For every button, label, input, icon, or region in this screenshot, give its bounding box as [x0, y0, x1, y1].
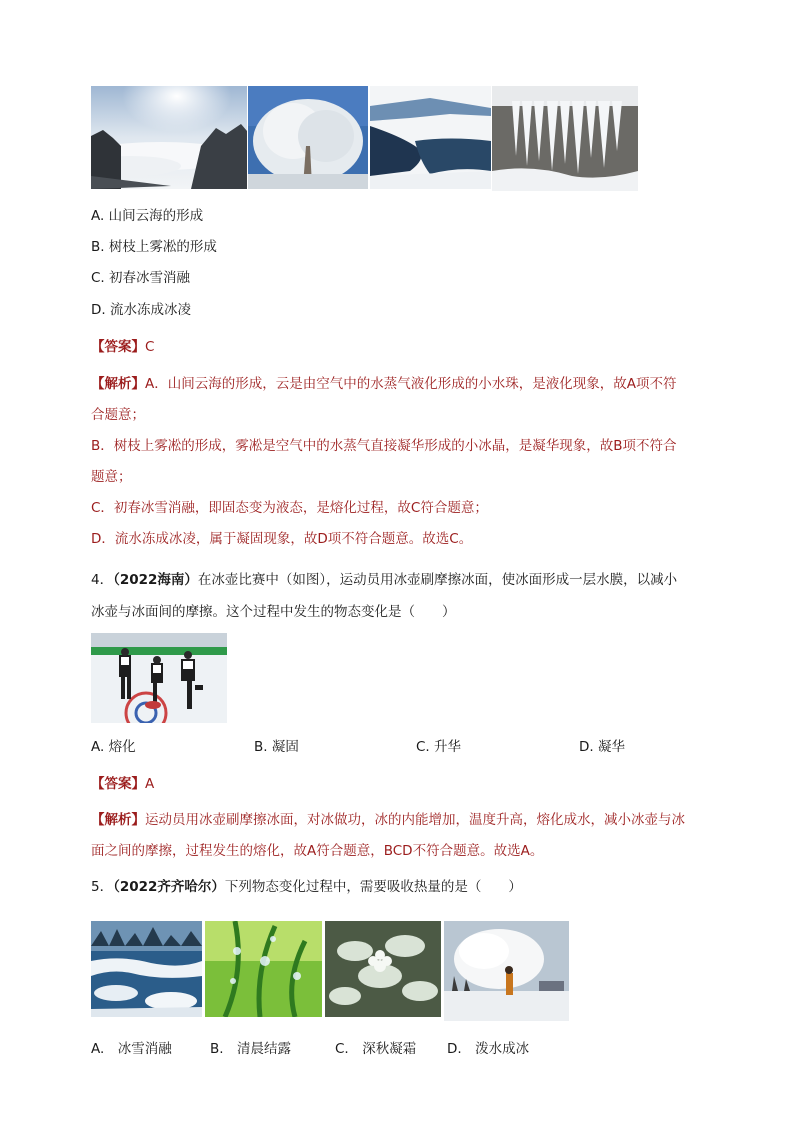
q5-option-b: B. 清晨结露: [210, 1041, 292, 1057]
photo-cloud-sea: [91, 86, 247, 189]
q5-option-a: A. 冰雪消融: [91, 1041, 172, 1057]
q5-stem-text: 下列物态变化过程中，需要吸收热量的是（ ）: [224, 879, 522, 895]
photo-rime-tree: [248, 86, 368, 189]
answer-tag: 【答案】: [91, 776, 145, 792]
answer-value: A: [145, 776, 155, 792]
photo-frost: [325, 921, 441, 1017]
q4-stem-line-1: [91, 571, 677, 589]
photo-curling: [91, 633, 227, 723]
q3-analysis-line-1: [91, 375, 676, 393]
answer-value: C: [145, 339, 155, 355]
answer-tag: 【答案】: [91, 339, 145, 355]
q3-analysis-line-6: D．流水冻成冰凌，属于凝固现象，故D项不符合题意。故选C。: [91, 531, 473, 547]
photo-dew: [205, 921, 322, 1017]
q3-analysis-line-4: 题意；: [91, 469, 132, 485]
q5-stem: [91, 878, 522, 896]
q3-answer: [91, 338, 154, 356]
q4-stem-text: 在冰壶比赛中（如图），运动员用冰壶刷摩擦冰面，使冰面形成一层水膜，以减小: [197, 572, 678, 588]
analysis-tag: 【解析】: [91, 812, 145, 828]
q3-analysis-line-3: B．树枝上雾凇的形成，雾凇是空气中的水蒸气直接凝华形成的小冰晶，是凝华现象，故B项不符合: [91, 438, 677, 454]
photo-melting-ice: [370, 86, 491, 189]
q4-analysis-line-2: 面之间的摩擦，过程发生的熔化，故A符合题意，BCD不符合题意。故选A。: [91, 843, 544, 859]
q4-answer: [91, 775, 154, 793]
q4-option-c: C. 升华: [416, 739, 462, 755]
photo-snow-melt: [91, 921, 202, 1017]
photo-icicles: [492, 86, 638, 191]
q5-option-d: D. 泼水成冰: [447, 1041, 530, 1057]
q3-option-b: B. 树枝上雾凇的形成: [91, 239, 217, 255]
q5-number: 5．: [91, 879, 114, 895]
photo-water-to-ice: [444, 921, 569, 1021]
q4-option-b: B. 凝固: [254, 739, 299, 755]
q3-option-a: A. 山间云海的形成: [91, 208, 204, 224]
q3-analysis-line-2: 合题意；: [91, 407, 145, 423]
q4-option-a: A. 熔化: [91, 739, 136, 755]
analysis-text: 运动员用冰壶刷摩擦冰面，对冰做功，冰的内能增加，温度升高，熔化成水，减小冰壶与冰: [145, 812, 685, 828]
q4-stem-line-2: 冰壶与冰面间的摩擦。这个过程中发生的物态变化是（ ）: [91, 604, 456, 620]
q5-source: （2022齐齐哈尔）: [113, 879, 225, 895]
q3-option-d: D. 流水冻成冰凌: [91, 302, 191, 318]
q4-analysis-line-1: [91, 811, 685, 829]
q3-option-c: C. 初春冰雪消融: [91, 270, 191, 286]
analysis-text: A．山间云海的形成，云是由空气中的水蒸气液化形成的小水珠，是液化现象，故A项不符: [145, 376, 677, 392]
q4-source: （2022海南）: [113, 572, 198, 588]
q3-analysis-line-5: C．初春冰雪消融，即固态变为液态，是熔化过程，故C符合题意；: [91, 500, 488, 516]
analysis-tag: 【解析】: [91, 376, 145, 392]
q5-option-c: C. 深秋凝霜: [335, 1041, 417, 1057]
q4-number: 4．: [91, 572, 114, 588]
q4-option-d: D. 凝华: [579, 739, 625, 755]
